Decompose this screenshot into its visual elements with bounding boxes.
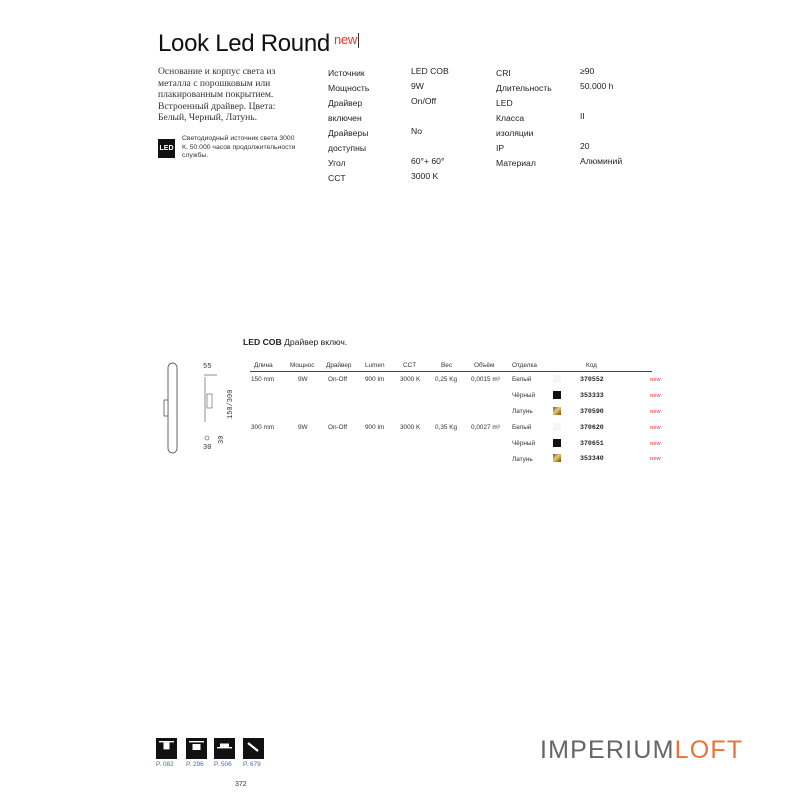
cell-length: 300 mm bbox=[251, 424, 275, 431]
cell-power: 9W bbox=[298, 424, 308, 431]
finish-name: Латунь bbox=[512, 456, 533, 463]
text-cursor bbox=[358, 33, 359, 48]
cell-lumen: 900 lm bbox=[365, 424, 385, 431]
column-header: Вес bbox=[441, 362, 453, 369]
page-ref-icon-1[interactable] bbox=[156, 738, 177, 759]
product-code: 370651 bbox=[580, 440, 604, 447]
spec-value: 20 bbox=[580, 141, 590, 151]
page-ref-icon-4[interactable] bbox=[243, 738, 264, 759]
spec-label: Мощность bbox=[328, 83, 370, 93]
finish-name: Белый bbox=[512, 376, 532, 383]
page-ref-label[interactable]: P. 506 bbox=[214, 761, 232, 768]
cell-power: 9W bbox=[298, 376, 308, 383]
finish-swatch-white bbox=[553, 423, 561, 431]
new-tag: new bbox=[650, 425, 661, 431]
spec-value: On/Off bbox=[411, 96, 437, 106]
spec-value: 9W bbox=[411, 81, 424, 91]
table-heading bbox=[243, 337, 347, 347]
column-header: Код bbox=[586, 362, 597, 369]
spec-label: Драйверы bbox=[328, 128, 369, 138]
spec-label: CRI bbox=[496, 68, 511, 78]
new-badge: new bbox=[333, 32, 357, 47]
page-ref-label[interactable]: P. 296 bbox=[186, 761, 204, 768]
spec-value: 3000 K bbox=[411, 171, 439, 181]
cell-volume: 0,0015 m³ bbox=[471, 376, 500, 383]
spec-label: IP bbox=[496, 143, 505, 153]
spec-label: CCT bbox=[328, 173, 346, 183]
cell-cct: 3000 K bbox=[400, 376, 421, 383]
column-header: Мощнос bbox=[290, 362, 315, 369]
new-tag: new bbox=[650, 377, 661, 383]
cell-volume: 0,0027 m³ bbox=[471, 424, 500, 431]
spec-label: Источник bbox=[328, 68, 365, 78]
cell-length: 150 mm bbox=[251, 376, 275, 383]
led-note: Светодиодный источник света 3000 К, 50.000 часов продолжительности службы. bbox=[182, 135, 296, 160]
cell-weight: 0,25 Kg bbox=[435, 376, 458, 383]
finish-swatch-brass bbox=[553, 454, 561, 462]
column-header: Lumen bbox=[365, 362, 385, 369]
finish-swatch-black bbox=[553, 439, 561, 447]
page-ref-icon-3[interactable] bbox=[214, 738, 235, 759]
cell-cct: 3000 K bbox=[400, 424, 421, 431]
finish-name: Чёрный bbox=[512, 392, 536, 399]
spec-value: ≥90 bbox=[580, 66, 595, 76]
page-ref-icon-2[interactable] bbox=[186, 738, 207, 759]
finish-swatch-brass bbox=[553, 407, 561, 415]
spec-value: 50.000 h bbox=[580, 81, 614, 91]
product-description: Основание и корпус света из металла с порошковым или плакированным покрытием. Встроенный драйвер. Цвета: Белый, Черный, Латунь. bbox=[158, 66, 276, 124]
column-header: Отделка bbox=[512, 362, 537, 369]
spec-label: доступны bbox=[328, 143, 366, 153]
spec-label: Класса bbox=[496, 113, 525, 123]
column-header: CCT bbox=[403, 362, 417, 369]
product-code: 370590 bbox=[580, 408, 604, 415]
dimension-height: 150/300 bbox=[227, 389, 235, 419]
new-tag: new bbox=[650, 441, 661, 447]
product-title-text: Look Led Round bbox=[158, 30, 330, 57]
finish-name: Белый bbox=[512, 424, 532, 431]
finish-swatch-black bbox=[553, 391, 561, 399]
spec-value: 60°+ 60° bbox=[411, 156, 445, 166]
led-badge-icon: LED bbox=[158, 139, 175, 158]
brand-logo bbox=[540, 736, 743, 765]
spec-value: LED COB bbox=[411, 66, 449, 76]
spec-label: Драйвер bbox=[328, 98, 363, 108]
spec-label: Угол bbox=[328, 158, 346, 168]
cell-lumen: 900 lm bbox=[365, 376, 385, 383]
page-ref-label[interactable]: P. 679 bbox=[243, 761, 261, 768]
dimension-width: 55 bbox=[203, 363, 212, 371]
product-title bbox=[158, 30, 359, 58]
brand-imperium: IMPERIUM bbox=[540, 736, 675, 764]
product-code: 370552 bbox=[580, 376, 604, 383]
cell-driver: On-Off bbox=[328, 376, 348, 383]
column-header: Драйвер bbox=[326, 362, 352, 369]
column-header: Объём bbox=[474, 362, 495, 369]
spec-label: изоляции bbox=[496, 128, 534, 138]
new-tag: new bbox=[650, 409, 661, 415]
spec-label: LED bbox=[496, 98, 513, 108]
dimension-diameter-a: 30 bbox=[218, 435, 226, 444]
spec-label: Материал bbox=[496, 158, 536, 168]
finish-swatch-white bbox=[553, 375, 561, 383]
finish-name: Латунь bbox=[512, 408, 533, 415]
product-code: 370620 bbox=[580, 424, 604, 431]
product-code: 353340 bbox=[580, 455, 604, 462]
lamp-drawing bbox=[160, 360, 230, 460]
product-code: 353333 bbox=[580, 392, 604, 399]
spec-value: Алюминий bbox=[580, 156, 623, 166]
brand-loft: LOFT bbox=[674, 736, 744, 764]
cell-driver: On-Off bbox=[328, 424, 348, 431]
spec-label: Длительность bbox=[496, 83, 552, 93]
table-heading-bold: LED COB bbox=[243, 337, 282, 347]
dimension-diameter-b: 30 bbox=[203, 444, 212, 452]
column-header: Длина bbox=[254, 362, 273, 369]
spec-value: No bbox=[411, 126, 422, 136]
page-ref-label[interactable]: P. 082 bbox=[156, 761, 174, 768]
spec-label: включен bbox=[328, 113, 362, 123]
new-tag: new bbox=[650, 393, 661, 399]
page-number: 372 bbox=[235, 781, 247, 788]
table-heading-rest: Драйвер включ. bbox=[284, 337, 348, 347]
finish-name: Чёрный bbox=[512, 440, 536, 447]
cell-weight: 0,35 Kg bbox=[435, 424, 458, 431]
spec-value: II bbox=[580, 111, 585, 121]
new-tag: new bbox=[650, 456, 661, 462]
table-divider bbox=[250, 371, 652, 372]
